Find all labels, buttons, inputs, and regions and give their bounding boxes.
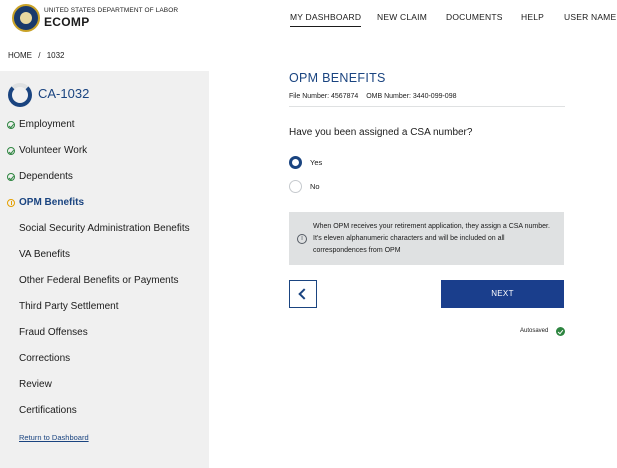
warning-circle-icon: [7, 199, 15, 207]
divider: [289, 106, 565, 107]
sidebar-item-label: Review: [19, 379, 52, 390]
info-alert: [289, 212, 564, 265]
sidebar-item-label: Certifications: [19, 405, 77, 416]
radio-label-yes: Yes: [310, 158, 323, 167]
autosave-status: Autosaved: [520, 328, 549, 334]
progress-ring-icon: [8, 83, 32, 107]
dol-seal-icon[interactable]: [12, 4, 40, 32]
nav-new-claim[interactable]: NEW CLAIM: [377, 12, 427, 22]
sidebar-item-label: Volunteer Work: [19, 145, 88, 156]
sidebar-item-certifications[interactable]: [0, 401, 209, 423]
sidebar-item-employment[interactable]: [0, 115, 209, 137]
breadcrumb-separator: /: [38, 51, 41, 60]
check-circle-icon: [7, 121, 15, 129]
back-button[interactable]: [289, 280, 317, 308]
check-badge-icon: [556, 327, 565, 336]
sidebar-item-label: Corrections: [19, 353, 71, 364]
sidebar-item-corrections[interactable]: [0, 349, 209, 371]
sidebar-item-review[interactable]: [0, 375, 209, 397]
return-to-dashboard-link[interactable]: Return to Dashboard: [19, 433, 89, 442]
radio-label-no: No: [310, 182, 320, 191]
agency-name: UNITED STATES DEPARTMENT OF LABOR: [44, 7, 179, 14]
next-button[interactable]: NEXT: [441, 280, 564, 308]
case-title: CA-1032: [38, 86, 90, 101]
form-meta: [289, 93, 463, 100]
sidebar-item-label: Employment: [19, 119, 75, 130]
sidebar: [0, 71, 209, 468]
question-label: Have you been assigned a CSA number?: [289, 127, 473, 138]
nav-user-name[interactable]: USER NAME: [564, 12, 617, 22]
radio-button-no[interactable]: [289, 180, 302, 193]
sidebar-item-label: OPM Benefits: [19, 197, 85, 208]
file-number: File Number: 4567874: [289, 93, 359, 100]
page-title: OPM BENEFITS: [289, 71, 386, 85]
sidebar-item-other-federal-benefits[interactable]: [0, 271, 209, 293]
info-icon: i: [297, 234, 307, 244]
sidebar-item-volunteer-work[interactable]: [0, 141, 209, 163]
check-circle-icon: [7, 173, 15, 181]
nav-help[interactable]: HELP: [521, 12, 545, 22]
sidebar-item-label: Social Security Administration Benefits: [19, 223, 190, 234]
sidebar-item-va-benefits[interactable]: [0, 245, 209, 267]
sidebar-item-ssa-benefits[interactable]: [0, 219, 209, 241]
chevron-left-icon: [298, 288, 309, 299]
sidebar-item-label: Other Federal Benefits or Payments: [19, 275, 179, 286]
sidebar-item-opm-benefits[interactable]: [0, 193, 209, 215]
info-text: When OPM receives your retirement application, they assign a CSA number. It's eleven alphanumeric characters and will be included on all correspondences from OPM: [313, 223, 550, 254]
breadcrumb-current: 1032: [46, 51, 65, 60]
breadcrumb-home[interactable]: HOME: [8, 51, 32, 60]
site-header: [0, 0, 617, 40]
radio-button-yes[interactable]: [289, 156, 302, 169]
nav-my-dashboard[interactable]: MY DASHBOARD: [290, 12, 361, 27]
sidebar-item-label: Dependents: [19, 171, 73, 182]
app-name[interactable]: ECOMP: [44, 15, 90, 29]
breadcrumb: [8, 51, 69, 60]
sidebar-item-fraud-offenses[interactable]: [0, 323, 209, 345]
check-circle-icon: [7, 147, 15, 155]
sidebar-item-label: VA Benefits: [19, 249, 70, 260]
sidebar-item-label: Third Party Settlement: [19, 301, 119, 312]
nav-documents[interactable]: DOCUMENTS: [446, 12, 503, 22]
sidebar-item-label: Fraud Offenses: [19, 327, 88, 338]
sidebar-item-dependents[interactable]: [0, 167, 209, 189]
sidebar-item-third-party-settlement[interactable]: [0, 297, 209, 319]
omb-number: OMB Number: 3440-099-098: [366, 93, 457, 100]
